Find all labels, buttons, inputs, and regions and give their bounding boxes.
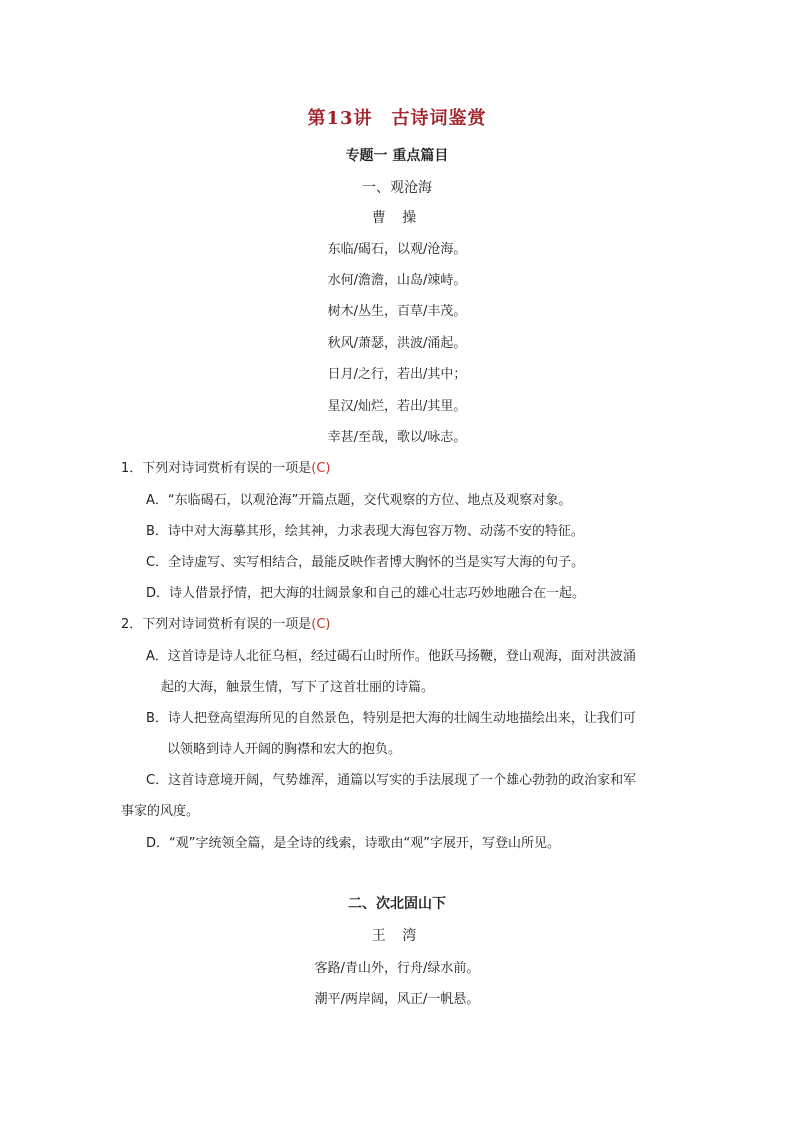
poem1-line: 树木/丛生，百草/丰茂。 [327,304,467,319]
question-2 [121,613,331,632]
question-2-stem: 2．下列对诗词赏析有误的一项是 [121,617,312,632]
question-1-option-b: B．诗中对大海摹其形，绘其神，力求表现大海包容万物、动荡不安的特征。 [146,524,584,539]
question-2-option-c: C．这首诗意境开阔，气势雄浑，通篇以写实的手法展现了一个雄心勃勃的政治家和军 [146,773,637,788]
question-2-answer: (C) [311,617,331,632]
poem1-line: 日月/之行，若出/其中； [327,367,467,382]
question-1-answer: (C) [311,461,331,476]
poem1-heading: 一、观沧海 [362,180,432,196]
poem1-author: 曹 操 [371,210,423,226]
poem2-heading: 二、次北固山下 [348,896,446,912]
question-2-option-a-cont: 起的大海，触景生情，写下了这首壮丽的诗篇。 [161,680,435,695]
question-2-option-b-cont: 以领略到诗人开阔的胸襟和宏大的抱负。 [167,742,402,757]
question-1 [121,457,331,476]
poem2-line: 客路/青山外，行舟/绿水前。 [314,961,480,976]
question-2-option-d: D．“观”字统领全篇，是全诗的线索，诗歌由“观”字展开，写登山所见。 [146,836,560,851]
section-subtitle: 专题一 重点篇目 [345,148,449,164]
poem2-line: 潮平/两岸阔，风正/一帆悬。 [314,992,480,1007]
poem2-author: 王 湾 [371,928,423,944]
poem1-line: 水何/澹澹，山岛/竦峙。 [327,273,467,288]
question-1-option-c: C．全诗虚写、实写相结合，最能反映作者博大胸怀的当是实写大海的句子。 [146,555,585,570]
question-2-option-b: B．诗人把登高望海所见的自然景色，特别是把大海的壮阔生动地描绘出来，让我们可 [146,711,636,726]
poem1-line: 幸甚/至哉，歌以/咏志。 [327,430,467,445]
question-2-option-a: A．这首诗是诗人北征乌桓，经过碣石山时所作。他跃马扬鞭，登山观海，面对洪波涌 [146,649,636,664]
poem1-line: 秋风/萧瑟，洪波/涌起。 [327,336,467,351]
question-2-option-c-cont: 事家的风度。 [121,804,200,819]
question-1-option-a: A．“东临碣石，以观沧海”开篇点题，交代观察的方位、地点及观察对象。 [146,493,572,508]
question-1-stem: 1．下列对诗词赏析有误的一项是 [121,461,312,476]
question-1-option-d: D．诗人借景抒情，把大海的壮阔景象和自己的雄心壮志巧妙地融合在一起。 [146,586,586,601]
poem1-line: 东临/碣石，以观/沧海。 [327,242,467,257]
page-title: 第13讲 古诗词鉴赏 [307,108,487,129]
poem1-line: 星汉/灿烂，若出/其里。 [327,399,467,414]
